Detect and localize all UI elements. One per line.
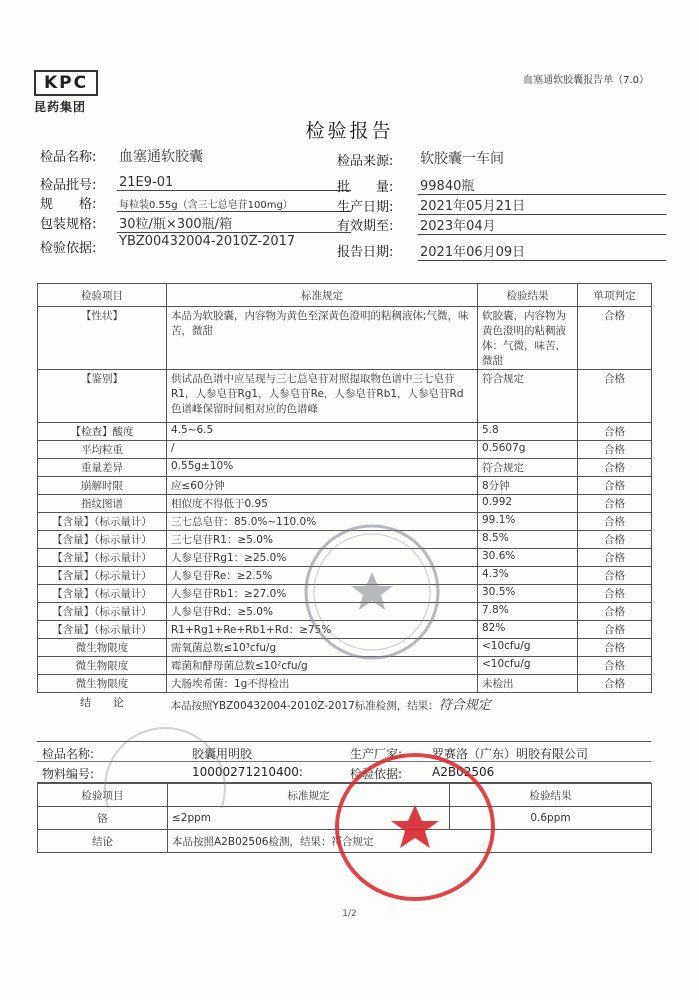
conclusion-signature: 符合规定 xyxy=(438,698,491,713)
conclusion-label: 结 论 xyxy=(80,696,124,709)
row-verdict: 合格 xyxy=(578,441,652,459)
row-verdict: 合格 xyxy=(578,621,652,639)
results-row xyxy=(38,657,652,675)
row-item: 【性状】 xyxy=(38,307,167,370)
row-verdict: 合格 xyxy=(578,423,652,441)
row-standard: 应≤60分钟 xyxy=(167,477,478,495)
results-row xyxy=(38,603,652,621)
results-row xyxy=(38,621,652,639)
material-row-standard: ≤2ppm xyxy=(168,807,450,830)
results-row xyxy=(38,549,652,567)
row-item: 【含量】（标示量计） xyxy=(38,531,167,549)
results-row xyxy=(38,585,652,603)
production-date-value: 2021年05月21日 xyxy=(418,195,666,215)
material-code-value: 10000271210400: xyxy=(192,765,303,779)
spec-label: 规 格: xyxy=(40,197,97,212)
company-logo xyxy=(34,70,98,115)
row-verdict: 合格 xyxy=(578,549,652,567)
row-standard: 三七皂苷R1：≥5.0% xyxy=(167,531,478,549)
row-result: 82% xyxy=(478,621,578,639)
row-standard: 人参皂苷Re：≥2.5% xyxy=(167,567,478,585)
row-result: 8.5% xyxy=(478,531,578,549)
material-name-label: 检品名称: xyxy=(42,747,95,761)
material-basis-value: A2B02506 xyxy=(432,765,495,779)
row-item: 指纹图谱 xyxy=(38,495,167,513)
basis-value: YBZ00432004-2010Z-2017 xyxy=(119,234,296,249)
row-item: 微生物限度 xyxy=(38,639,167,657)
results-row xyxy=(38,531,652,549)
report-date-value: 2021年06月09日 xyxy=(418,241,666,261)
quantity-value: 99840瓶 xyxy=(418,175,666,195)
logo-group-name: 昆药集团 xyxy=(34,100,87,114)
row-verdict: 合格 xyxy=(578,639,652,657)
material-test-table xyxy=(37,783,652,853)
row-result: 符合规定 xyxy=(478,459,578,477)
package-label: 包装规格: xyxy=(40,217,97,232)
row-item: 微生物限度 xyxy=(38,657,167,675)
row-verdict: 合格 xyxy=(578,513,652,531)
row-result: 99.1% xyxy=(478,513,578,531)
row-item: 【含量】（标示量计） xyxy=(38,567,167,585)
results-header-row xyxy=(38,284,652,307)
row-result: 0.992 xyxy=(478,495,578,513)
row-item: 【检查】酸度 xyxy=(38,423,167,441)
material-basis-label: 检验依据: xyxy=(350,767,403,781)
row-standard: 供试品色谱中应呈现与三七总皂苷对照提取物色谱中三七皂苷R1，人参皂苷Rg1，人参皂苷Re，人参皂苷Rb1，人参皂苷Rd色谱峰保留时间相对应的色谱峰 xyxy=(167,370,478,423)
row-standard: 大肠埃希菌：1g不得检出 xyxy=(167,675,478,693)
conclusion-body: 本品按照YBZ00432004-2010Z-2017标准检测，结果： xyxy=(170,700,439,712)
material-row xyxy=(38,807,652,830)
row-standard: 0.55g±10% xyxy=(167,459,478,477)
row-verdict: 合格 xyxy=(578,307,652,370)
material-row-item: 铬 xyxy=(38,807,168,830)
row-standard: 需氧菌总数≤10³cfu/g xyxy=(167,639,478,657)
row-result: <10cfu/g xyxy=(478,657,578,675)
logo-brand: KPC xyxy=(34,70,98,96)
row-standard: 相似度不得低于0.95 xyxy=(167,495,478,513)
product-name-label: 检品名称: xyxy=(40,150,97,165)
row-verdict: 合格 xyxy=(578,585,652,603)
row-result: 8分钟 xyxy=(478,477,578,495)
row-verdict: 合格 xyxy=(578,567,652,585)
maker-label: 生产厂家: xyxy=(350,747,403,761)
page-title: 检验报告 xyxy=(305,120,394,142)
source-label: 检品来源: xyxy=(337,154,394,169)
results-row xyxy=(38,477,652,495)
row-verdict: 合格 xyxy=(578,495,652,513)
batch-value: 21E9-01 xyxy=(117,175,351,191)
material-code-label: 物料编号: xyxy=(42,767,95,781)
package-value: 30粒/瓶×300瓶/箱 xyxy=(117,213,351,233)
report-date-label: 报告日期: xyxy=(337,245,394,260)
results-row xyxy=(38,307,652,370)
basis-label: 检验依据: xyxy=(40,241,97,256)
material-conclusion-text: 本品按照A2B02506检测，结果：符合规定 xyxy=(168,830,652,853)
results-row xyxy=(38,513,652,531)
results-row xyxy=(38,423,652,441)
row-standard: 三七总皂苷：85.0%~110.0% xyxy=(167,513,478,531)
header-verdict: 单项判定 xyxy=(578,284,652,307)
row-verdict: 合格 xyxy=(578,477,652,495)
row-result: <10cfu/g xyxy=(478,639,578,657)
material-header-result: 检验结果 xyxy=(450,784,652,807)
row-item: 平均粒重 xyxy=(38,441,167,459)
expiry-label: 有效期至: xyxy=(337,219,394,234)
row-verdict: 合格 xyxy=(578,657,652,675)
product-name-value: 血塞通软胶囊 xyxy=(119,149,203,165)
material-name-value: 胶囊用明胶 xyxy=(192,747,253,761)
conclusion-row xyxy=(38,693,652,715)
results-row xyxy=(38,370,652,423)
row-verdict: 合格 xyxy=(578,531,652,549)
row-verdict: 合格 xyxy=(578,675,652,693)
page-number: 1/2 xyxy=(342,909,357,919)
row-standard: 本品为软胶囊，内容物为黄色至深黄色澄明的粘稠液体;气微，味苦，微甜 xyxy=(167,307,478,370)
row-standard: 人参皂苷Rg1：≥25.0% xyxy=(167,549,478,567)
row-result: 5.8 xyxy=(478,423,578,441)
row-item: 【含量】（标示量计） xyxy=(38,585,167,603)
results-row xyxy=(38,441,652,459)
results-table xyxy=(37,283,652,714)
row-item: 微生物限度 xyxy=(38,675,167,693)
results-row xyxy=(38,567,652,585)
material-conclusion-label: 结论 xyxy=(38,830,168,853)
material-info-frame xyxy=(37,741,651,783)
header-item: 检验项目 xyxy=(38,284,167,307)
row-item: 【含量】（标示量计） xyxy=(38,603,167,621)
spec-value: 每粒装0.55g（含三七总皂苷100mg） xyxy=(117,196,351,212)
row-verdict: 合格 xyxy=(578,603,652,621)
material-header-row xyxy=(38,784,652,807)
row-item: 【含量】（标示量计） xyxy=(38,513,167,531)
results-row xyxy=(38,639,652,657)
header-standard: 标准规定 xyxy=(167,284,478,307)
production-date-label: 生产日期: xyxy=(337,200,394,215)
row-verdict: 合格 xyxy=(578,459,652,477)
results-row xyxy=(38,675,652,693)
source-value: 软胶囊一车间 xyxy=(420,151,504,167)
row-result: 4.3% xyxy=(478,567,578,585)
row-result: 7.8% xyxy=(478,603,578,621)
document-code: 血塞通软胶囊报告单（7.0） xyxy=(523,75,649,86)
material-info-divider xyxy=(37,761,651,762)
row-item: 重量差异 xyxy=(38,459,167,477)
maker-value: 罗赛洛（广东）明胶有限公司 xyxy=(432,747,589,761)
quantity-label: 批 量: xyxy=(337,180,394,195)
row-result: 0.5607g xyxy=(478,441,578,459)
row-result: 30.5% xyxy=(478,585,578,603)
row-item: 【含量】（标示量计） xyxy=(38,549,167,567)
expiry-value: 2023年04月 xyxy=(418,215,666,235)
row-standard: 霉菌和酵母菌总数≤10²cfu/g xyxy=(167,657,478,675)
row-item: 崩解时限 xyxy=(38,477,167,495)
results-row xyxy=(38,459,652,477)
row-standard: 人参皂苷Rd：≥5.0% xyxy=(167,603,478,621)
row-result: 30.6% xyxy=(478,549,578,567)
row-standard: 人参皂苷Rb1：≥27.0% xyxy=(167,585,478,603)
material-row-result: 0.6ppm xyxy=(450,807,652,830)
material-header-item: 检验项目 xyxy=(38,784,168,807)
row-item: 【鉴别】 xyxy=(38,370,167,423)
header-result: 检验结果 xyxy=(478,284,578,307)
conclusion-text xyxy=(167,693,652,715)
row-result: 未检出 xyxy=(478,675,578,693)
row-result: 符合规定 xyxy=(478,370,578,423)
batch-label: 检品批号: xyxy=(40,178,97,193)
row-standard: 4.5~6.5 xyxy=(167,423,478,441)
row-standard: / xyxy=(167,441,478,459)
row-result: 软胶囊，内容物为黄色澄明的粘稠液体：气微，味苦，微甜 xyxy=(478,307,578,370)
results-row xyxy=(38,495,652,513)
material-conclusion-row xyxy=(38,830,652,853)
material-header-standard: 标准规定 xyxy=(168,784,450,807)
row-item: 【含量】（标示量计） xyxy=(38,621,167,639)
row-verdict: 合格 xyxy=(578,370,652,423)
row-standard: R1+Rg1+Re+Rb1+Rd：≥75% xyxy=(167,621,478,639)
